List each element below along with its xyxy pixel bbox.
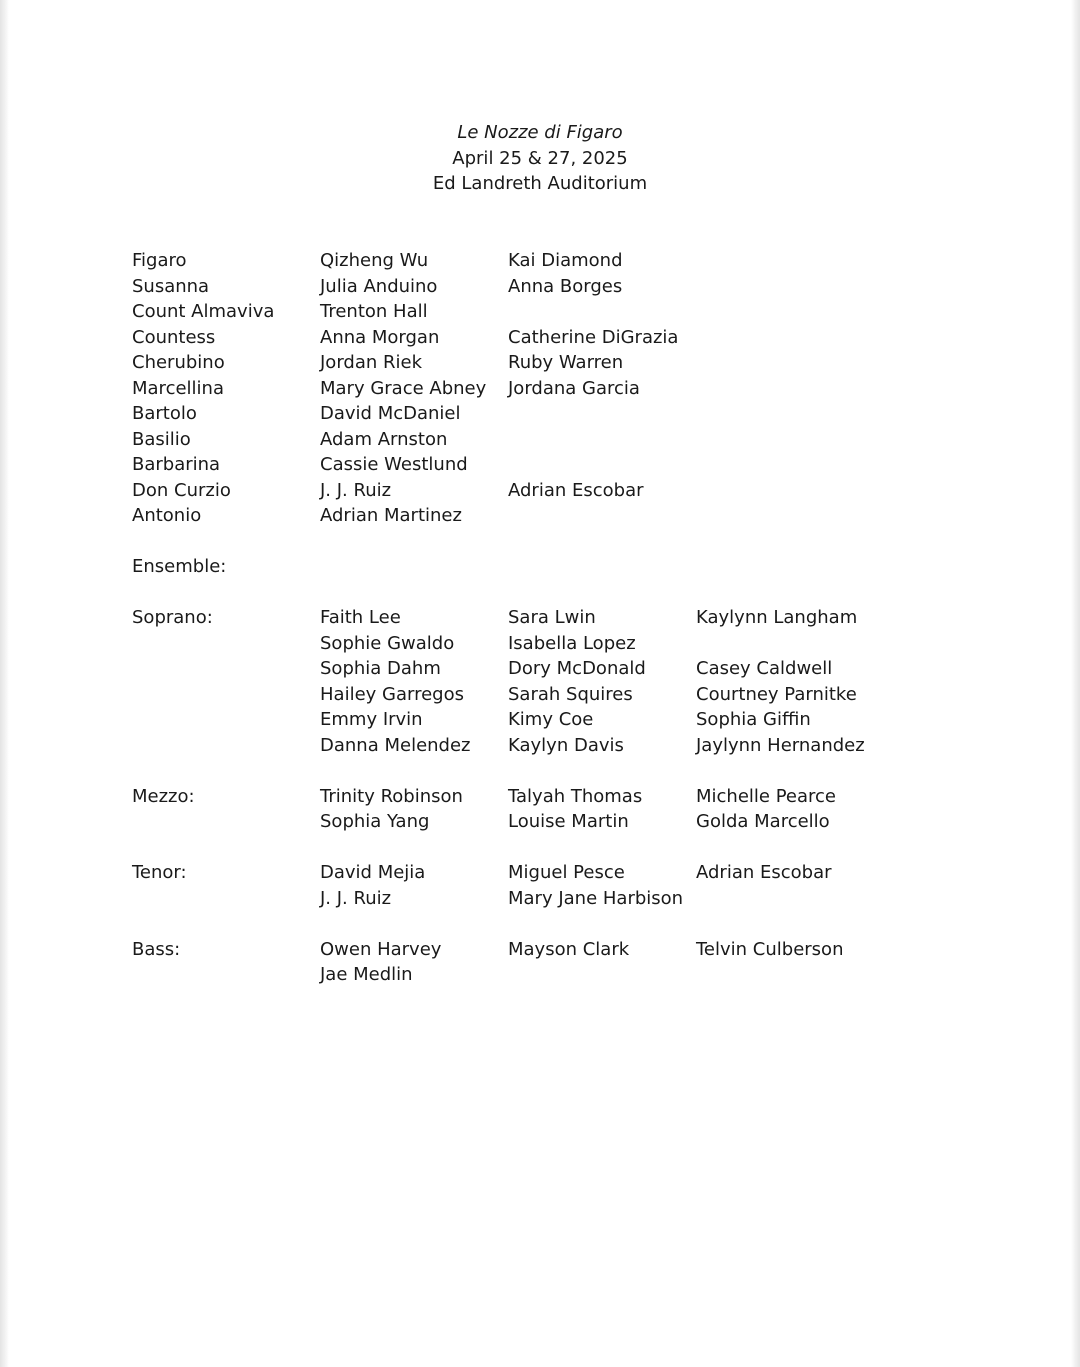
ensemble-member: Mayson Clark	[508, 938, 630, 960]
performance-dates: April 25 & 27, 2025	[452, 147, 628, 169]
ensemble-member: Casey Caldwell	[696, 658, 833, 679]
role-name: Marcellina	[132, 377, 224, 399]
ensemble-member: Emmy Irvin	[320, 709, 423, 730]
ensemble-member: Louise Martin	[508, 811, 629, 832]
ensemble-member: Mary Jane Harbison	[508, 887, 684, 909]
ensemble-member: Michelle Pearce	[696, 785, 837, 807]
page-edge-right	[1071, 0, 1080, 1367]
cast-member-first: Jordan Riek	[320, 352, 422, 373]
ensemble-member: Talyah Thomas	[508, 785, 643, 807]
ensemble-member: Isabella Lopez	[508, 632, 636, 654]
ensemble-member: Dory McDonald	[508, 658, 646, 679]
role-name: Barbarina	[132, 454, 221, 475]
ensemble-member: Courtney Parnitke	[696, 683, 857, 705]
cast-member-first: Anna Morgan	[320, 326, 440, 348]
ensemble-member: Telvin Culberson	[696, 938, 844, 960]
ensemble-member: Sophie Gwaldo	[320, 632, 455, 654]
voice-part-label: Tenor:	[132, 862, 187, 883]
cast-member-first: Cassie Westlund	[320, 454, 468, 475]
cast-member-first: J. J. Ruiz	[320, 479, 392, 501]
ensemble-member: David Mejia	[320, 862, 426, 883]
role-name: Bartolo	[132, 403, 197, 424]
voice-part-label: Mezzo:	[132, 785, 195, 807]
role-name: Basilio	[132, 428, 191, 450]
ensemble-member: Golda Marcello	[696, 811, 830, 832]
cast-member-first: Julia Anduino	[320, 275, 438, 297]
voice-part-label: Bass:	[132, 938, 181, 960]
ensemble-member: Adrian Escobar	[696, 862, 832, 883]
cast-member-first: Adam Arnston	[320, 428, 448, 450]
document-header	[0, 120, 1080, 197]
ensemble-member: Sarah Squires	[508, 683, 633, 705]
ensemble-member: Kaylyn Davis	[508, 734, 624, 756]
ensemble-member: Faith Lee	[320, 607, 401, 628]
ensemble-member: Jaylynn Hernandez	[696, 734, 865, 756]
ensemble-member: Kimy Coe	[508, 709, 594, 730]
cast-member-first: Adrian Martinez	[320, 505, 462, 526]
ensemble-member: Jae Medlin	[320, 964, 413, 985]
cast-member-second: Ruby Warren	[508, 352, 624, 373]
ensemble-member: Hailey Garregos	[320, 683, 464, 705]
cast-member-second: Jordana Garcia	[508, 377, 640, 399]
ensemble-member: Owen Harvey	[320, 938, 442, 960]
ensemble-member: J. J. Ruiz	[320, 887, 392, 909]
ensemble-member: Miguel Pesce	[508, 862, 625, 883]
ensemble-member: Sophia Yang	[320, 811, 430, 832]
voice-part-label: Soprano:	[132, 607, 213, 628]
cast-member-first: Trenton Hall	[320, 301, 428, 322]
production-title: Le Nozze di Figaro	[457, 122, 623, 143]
cast-member-first: Qizheng Wu	[320, 250, 429, 271]
role-name: Figaro	[132, 250, 187, 271]
role-name: Antonio	[132, 505, 202, 526]
cast-member-second: Adrian Escobar	[508, 479, 644, 501]
role-name: Don Curzio	[132, 479, 231, 501]
role-name: Cherubino	[132, 352, 225, 373]
role-name: Susanna	[132, 275, 210, 297]
cast-member-second: Kai Diamond	[508, 250, 623, 271]
cast-member-first: David McDaniel	[320, 403, 461, 424]
ensemble-member: Sophia Giffin	[696, 709, 811, 730]
cast-member-first: Mary Grace Abney	[320, 377, 487, 399]
ensemble-member: Trinity Robinson	[320, 785, 463, 807]
role-name: Countess	[132, 326, 216, 348]
ensemble-member: Sophia Dahm	[320, 658, 441, 679]
ensemble-member: Sara Lwin	[508, 607, 596, 628]
venue-name: Ed Landreth Auditorium	[432, 173, 648, 194]
ensemble-member: Kaylynn Langham	[696, 607, 858, 628]
cast-member-second: Anna Borges	[508, 275, 623, 297]
role-name: Count Almaviva	[132, 301, 275, 322]
page-edge-left	[0, 0, 9, 1367]
ensemble-heading: Ensemble:	[132, 556, 227, 577]
cast-member-second: Catherine DiGrazia	[508, 326, 679, 348]
ensemble-member: Danna Melendez	[320, 734, 471, 756]
